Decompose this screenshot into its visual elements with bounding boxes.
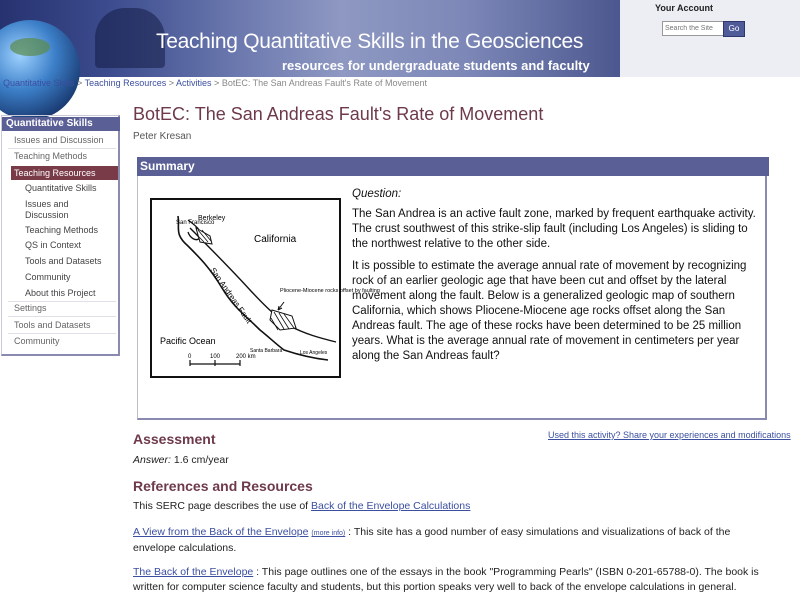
site-title[interactable]: Teaching Quantitative Skills in the Geosciences bbox=[156, 30, 584, 53]
your-account-link[interactable]: Your Account bbox=[655, 3, 713, 13]
breadcrumb-activities[interactable]: Activities bbox=[176, 78, 212, 88]
map-scale-200: 200 km bbox=[236, 354, 256, 360]
breadcrumb-quantitative-skills[interactable]: Quantitative Skills bbox=[3, 78, 75, 88]
breadcrumb-separator: > bbox=[214, 78, 220, 88]
view-from-back-of-envelope-link[interactable]: A View from the Back of the Envelope bbox=[133, 526, 309, 538]
references-heading: References and Resources bbox=[133, 478, 313, 494]
back-of-the-envelope-link[interactable]: The Back of the Envelope bbox=[133, 566, 254, 578]
references-intro bbox=[133, 499, 773, 514]
assessment-heading: Assessment bbox=[133, 431, 216, 447]
sidebar-item-teaching-methods[interactable]: Teaching Methods bbox=[14, 151, 88, 161]
answer-text bbox=[133, 454, 229, 466]
sidebar-item-teaching-resources[interactable]: Teaching Resources bbox=[11, 166, 118, 180]
share-experience-link[interactable]: Used this activity? Share your experiences and modifications bbox=[548, 430, 791, 440]
summary-paragraph-1: The San Andrea is an active fault zone, marked by frequent earthquake activity. The crust southwest of this strike-slip fault (including Los Angeles) is sliding to the northwest relative to the other side. bbox=[352, 208, 756, 250]
map-label-berkeley: Berkeley bbox=[198, 215, 226, 222]
map-label-pacific: Pacific Ocean bbox=[160, 336, 216, 346]
sidebar-divider bbox=[8, 316, 116, 317]
sidebar-sub-tools[interactable]: Tools and Datasets bbox=[25, 256, 102, 266]
banner-figure-image bbox=[95, 8, 165, 68]
references-intro-text: This SERC page describes the use of bbox=[133, 500, 312, 512]
map-label-rocks: Pliocene-Miocene rocks offset by faulting bbox=[280, 288, 380, 294]
map-label-santa-barbara: Santa Barbara bbox=[250, 348, 283, 354]
reference-1-text: : This site has a good number of easy simulations and visualizations of back of the envelope calculations. bbox=[133, 526, 731, 554]
search-input[interactable] bbox=[662, 21, 724, 36]
sidebar-heading[interactable]: Quantitative Skills bbox=[2, 117, 120, 131]
map-label-california: California bbox=[254, 234, 297, 245]
more-info-link[interactable]: (more info) bbox=[311, 530, 346, 537]
globe-image bbox=[0, 20, 83, 120]
answer-value: 1.6 cm/year bbox=[173, 454, 229, 466]
back-of-envelope-link[interactable]: Back of the Envelope Calculations bbox=[311, 500, 471, 512]
sidebar-item-tools[interactable]: Tools and Datasets bbox=[14, 320, 91, 330]
geologic-map-image bbox=[150, 198, 380, 378]
sidebar-item-issues[interactable]: Issues and Discussion bbox=[14, 135, 104, 145]
summary-paragraph-2: It is possible to estimate the average annual rate of movement by recognizing rock of an earlier geologic age that have been cut and offset by the lateral movement along the fault. Below is a generalized geologic map of southern California, which shows Pliocene-Miocene age rocks offset along the San Andreas fault. The age of these rocks have been determined to be 25 million years. What is the average annual rate of movement in centimeters per year along the San Andreas fault? bbox=[352, 260, 747, 362]
sidebar-divider bbox=[8, 148, 116, 149]
reference-2-text: : This page outlines one of the essays in the book "Programming Pearls" (ISBN 0-201-65788-0). The book is written for computer science faculty and students, but this portion speaks very well to back of the envelope calculations in general. bbox=[133, 566, 759, 593]
reference-item bbox=[133, 525, 773, 556]
question-label: Question: bbox=[352, 188, 402, 200]
page-title: BotEC: The San Andreas Fault's Rate of Movement bbox=[133, 104, 544, 124]
site-subtitle: resources for undergraduate students and faculty bbox=[282, 58, 590, 73]
breadcrumb bbox=[3, 78, 427, 88]
reference-item bbox=[133, 565, 773, 595]
map-scale-100: 100 bbox=[210, 354, 221, 360]
map-label-los-angeles: Los Angeles bbox=[300, 350, 328, 356]
go-button[interactable]: Go bbox=[723, 21, 745, 37]
sidebar-divider bbox=[8, 301, 116, 302]
sidebar-sub-quantitative-skills[interactable]: Quantitative Skills bbox=[25, 183, 97, 193]
sidebar-sub-teaching-methods[interactable]: Teaching Methods bbox=[25, 225, 99, 235]
breadcrumb-separator: > bbox=[168, 78, 174, 88]
breadcrumb-teaching-resources[interactable]: Teaching Resources bbox=[84, 78, 167, 88]
answer-label: Answer: bbox=[133, 454, 171, 466]
map-scale-0: 0 bbox=[188, 354, 192, 360]
sidebar-sub-qs-in-context[interactable]: QS in Context bbox=[25, 240, 82, 250]
sidebar-divider bbox=[8, 333, 116, 334]
sidebar-item-community[interactable]: Community bbox=[14, 336, 60, 346]
map-label-fault: San Andreas Fault bbox=[208, 265, 254, 326]
author-name: Peter Kresan bbox=[133, 131, 192, 142]
sidebar-sub-community[interactable]: Community bbox=[25, 272, 71, 282]
breadcrumb-current: BotEC: The San Andreas Fault's Rate of Movement bbox=[221, 78, 427, 88]
sidebar-sub-issues[interactable]: Issues and Discussion bbox=[25, 199, 69, 220]
sidebar-sub-about[interactable]: About this Project bbox=[25, 288, 96, 298]
breadcrumb-separator: > bbox=[77, 78, 83, 88]
sidebar-item-settings[interactable]: Settings bbox=[14, 303, 47, 313]
summary-heading: Summary bbox=[137, 157, 769, 176]
map-label-san-francisco: San Francisco bbox=[176, 220, 215, 226]
